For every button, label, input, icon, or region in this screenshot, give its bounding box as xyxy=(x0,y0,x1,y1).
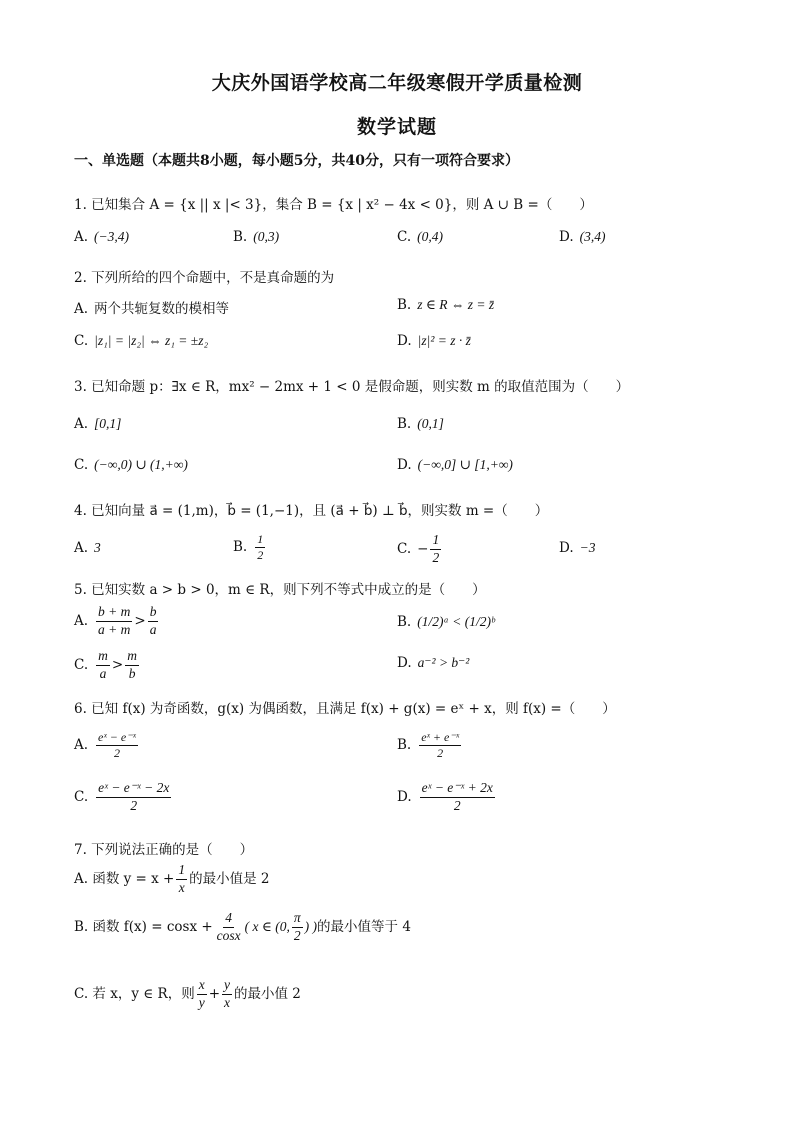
q4-option-b: B. $\frac{1}{2}$ xyxy=(233,532,264,562)
q3-option-a: A. [0,1] xyxy=(74,416,122,432)
q7-option-c: C. 若 x，y ∈ R，则 $\frac{x}{y}$ + $\frac{y}{x}$ 的最小值 2 xyxy=(74,977,301,1010)
q5-option-b: B. (1/2)ᵃ < (1/2)ᵇ xyxy=(397,614,495,630)
q3-option-c: C. (−∞,0) ∪ (1,+∞) xyxy=(74,457,188,473)
q3-option-d: D. (−∞,0] ∪ [1,+∞) xyxy=(397,457,513,473)
q6-option-d: D. $\frac{\text{eˣ − e⁻ˣ + 2x}}{2}$ xyxy=(397,780,493,813)
q1-option-b: B. (0,3) xyxy=(233,229,280,245)
q7-option-a: A. 函数 y = x + $\frac{1}{x}$ 的最小值是 2 xyxy=(74,862,270,895)
exam-subtitle: 数学试题 xyxy=(356,116,437,138)
q4-option-a: A. 3 xyxy=(74,540,101,556)
question-4: 4. 已知向量 a⃗ = (1,m)，b⃗ = (1,−1)，且 (a⃗ + b⃗) ⊥ b⃗，则实数 m =（ ） xyxy=(74,503,549,519)
exam-title: 大庆外国语学校高二年级寒假开学质量检测 xyxy=(211,72,583,94)
q4-option-d: D. −3 xyxy=(559,540,596,556)
question-6: 6. 已知 f(x) 为奇函数，g(x) 为偶函数，且满足 f(x) + g(x) = eˣ + x，则 f(x) =（ ） xyxy=(74,701,616,717)
q3-option-b: B. (0,1] xyxy=(397,416,444,432)
q2-option-c: C. |z₁| = |z₂| ⇔ z₁ = ±z₂ xyxy=(74,333,209,349)
q4-option-c: C. − $\frac{1}{2}$ xyxy=(397,532,440,565)
q2-option-d: D. |z|² = z · z̄ xyxy=(397,333,471,349)
q5-option-c: C. $\frac{m}{a}$ > $\frac{m}{b}$ xyxy=(74,648,137,681)
q7-option-b: B. 函数 f(x) = cosx + $\frac{4}{\cos x}$ ( x ∈ (0, $\frac{\pi}{2}$ ) )的最小值等于 4 xyxy=(74,910,411,943)
question-3: 3. 已知命题 p：∃x ∈ R，mx² − 2mx + 1 < 0 是假命题，则实数 m 的取值范围为（ ） xyxy=(74,379,630,395)
q5-option-a: A. $\frac{b + m}{a + m}$ > $\frac{b}{a}$ xyxy=(74,604,157,637)
q6-option-a: A. $\frac{\text{eˣ − e⁻ˣ}}{2}$ xyxy=(74,730,136,760)
q1-option-c: C. (0,4) xyxy=(397,229,444,245)
q1-option-a: A. (−3,4) xyxy=(74,229,130,245)
question-2: 2. 下列所给的四个命题中，不是真命题的为 xyxy=(74,270,335,286)
q6-option-c: C. $\frac{\text{eˣ − e⁻ˣ − 2x}}{2}$ xyxy=(74,780,170,813)
q5-option-d: D. a⁻² > b⁻² xyxy=(397,655,470,671)
q2-option-b: B. z ∈ R ⇔ z = z̄ xyxy=(397,297,495,313)
section-heading: 一、单选题（本题共8小题，每小题5分，共40分，只有一项符合要求） xyxy=(74,153,519,169)
question-7: 7. 下列说法正确的是（ ） xyxy=(74,842,254,858)
question-5: 5. 已知实数 a > b > 0，m ∈ R，则下列不等式中成立的是（ ） xyxy=(74,582,486,598)
q6-option-b: B. $\frac{\text{eˣ + e⁻ˣ}}{2}$ xyxy=(397,730,460,760)
q2-option-a: A. 两个共轭复数的模相等 xyxy=(74,301,230,317)
q1-option-d: D. (3,4) xyxy=(559,229,606,245)
question-1: 1. 已知集合 A = {x || x |< 3}，集合 B = {x | x² − 4x < 0}，则 A ∪ B =（ ） xyxy=(74,197,593,213)
